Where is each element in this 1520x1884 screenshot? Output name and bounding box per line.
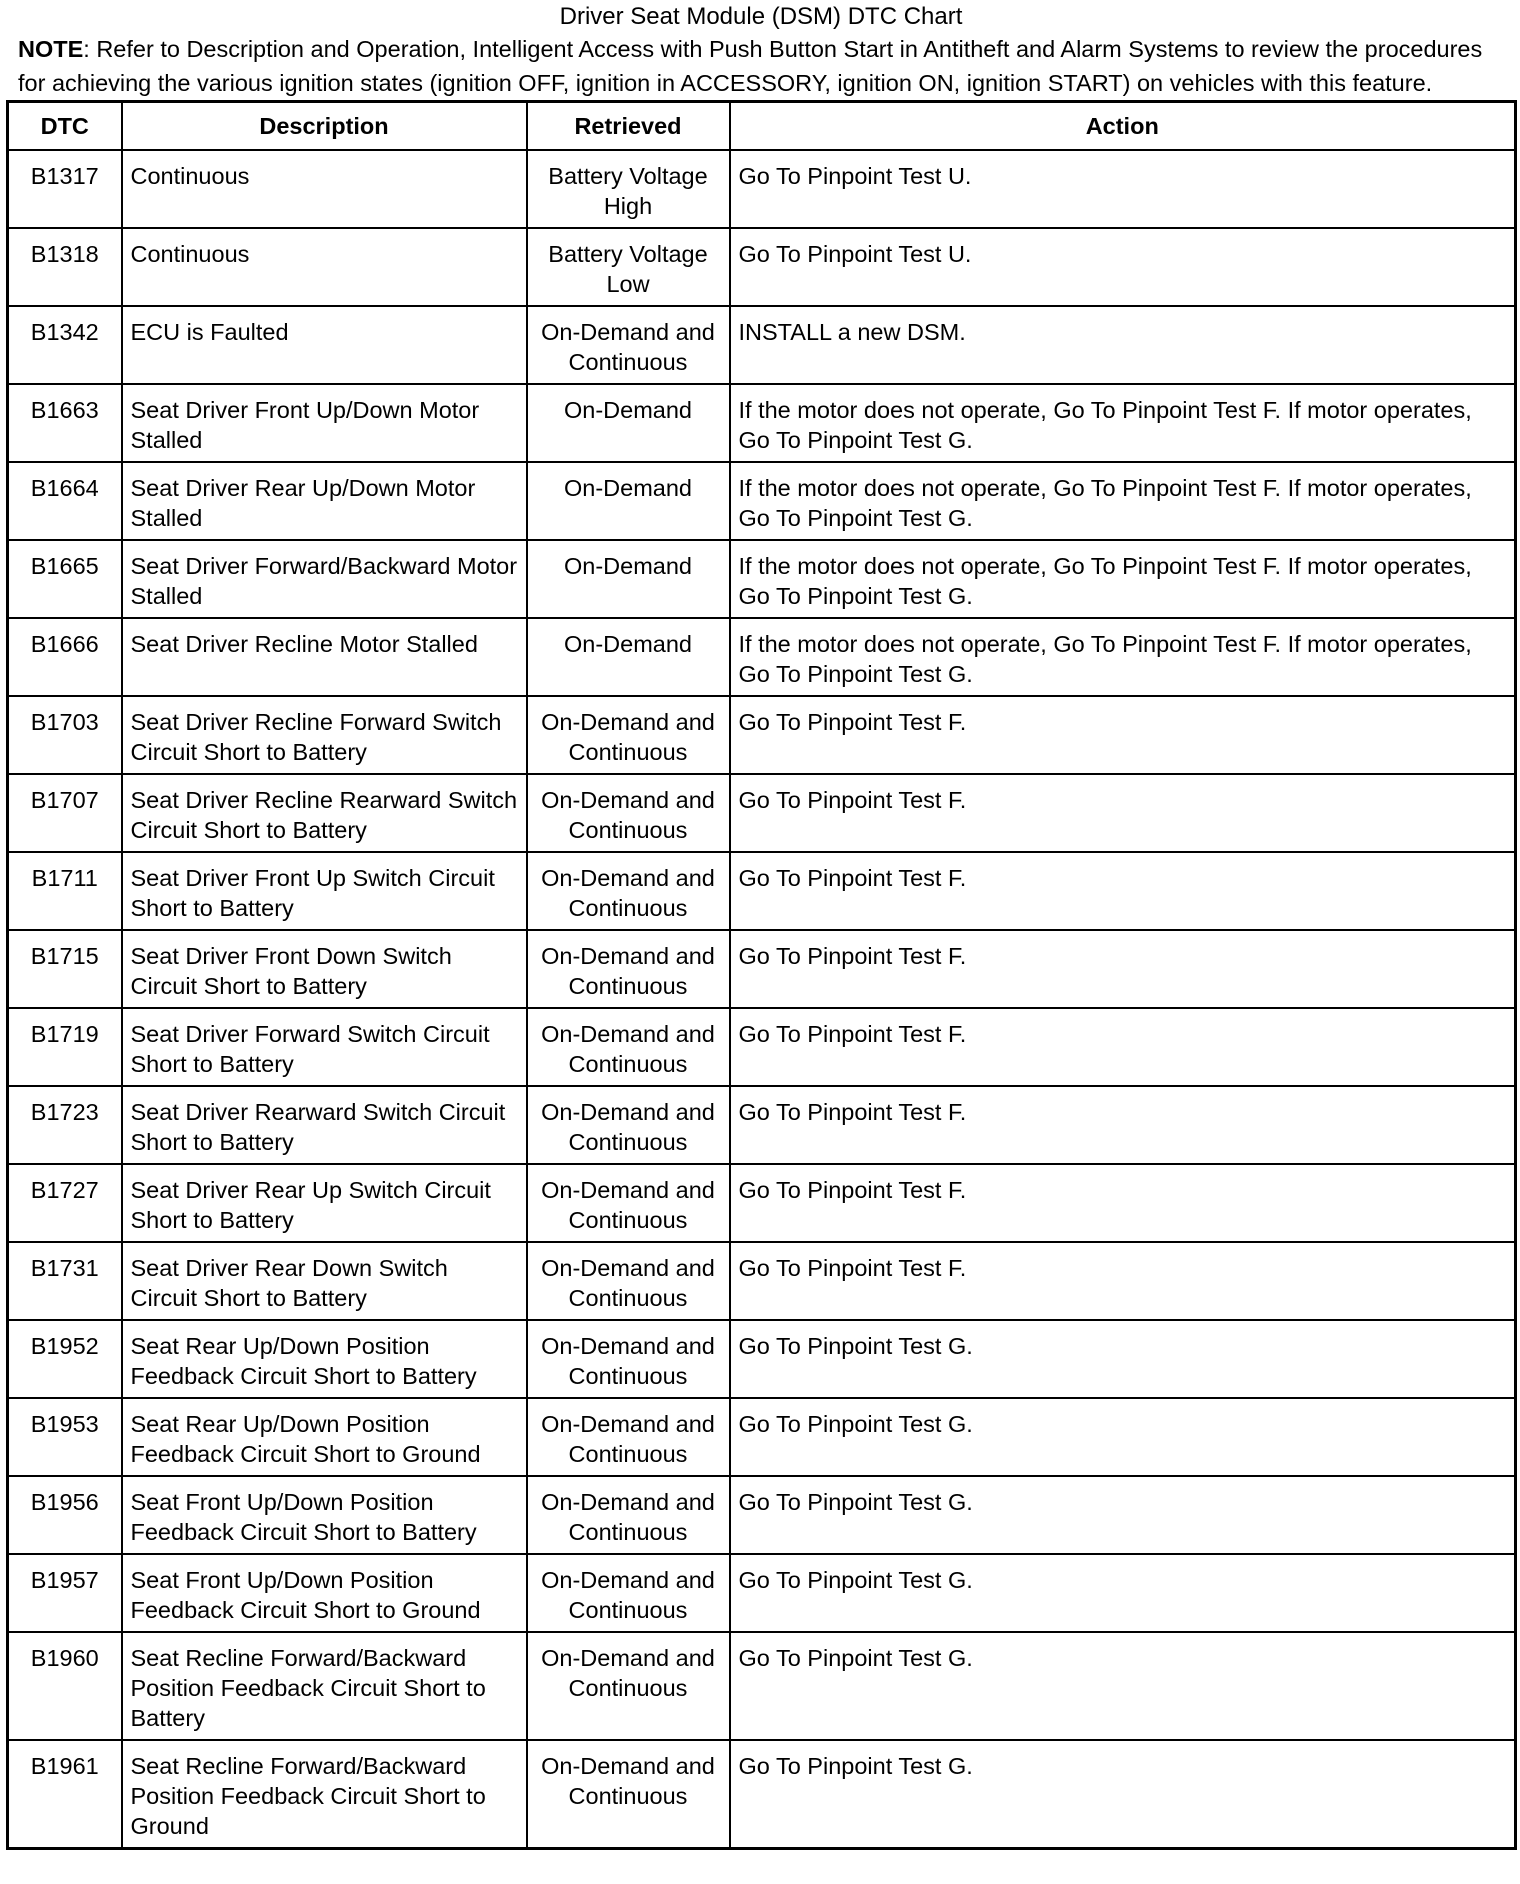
dtc-code-cell: B1664 (8, 462, 122, 540)
dtc-code-cell: B1711 (8, 852, 122, 930)
retrieved-cell: On-Demand and Continuous (527, 1086, 730, 1164)
header-dtc: DTC (8, 102, 122, 151)
action-cell: Go To Pinpoint Test U. (730, 150, 1516, 228)
action-cell: Go To Pinpoint Test G. (730, 1740, 1516, 1848)
dtc-code-cell: B1953 (8, 1398, 122, 1476)
dtc-code-cell: B1318 (8, 228, 122, 306)
table-row (8, 462, 1516, 540)
retrieved-cell: On-Demand (527, 384, 730, 462)
action-cell: Go To Pinpoint Test G. (730, 1632, 1516, 1740)
table-row (8, 1554, 1516, 1632)
description-cell: Seat Driver Rearward Switch Circuit Short to Battery (122, 1086, 527, 1164)
dtc-code-cell: B1723 (8, 1086, 122, 1164)
dtc-code-cell: B1956 (8, 1476, 122, 1554)
action-cell: If the motor does not operate, Go To Pinpoint Test F. If motor operates, Go To Pinpoint Test G. (730, 540, 1516, 618)
description-cell: Seat Rear Up/Down Position Feedback Circuit Short to Ground (122, 1398, 527, 1476)
action-cell: Go To Pinpoint Test F. (730, 930, 1516, 1008)
table-row (8, 228, 1516, 306)
action-cell: Go To Pinpoint Test F. (730, 852, 1516, 930)
description-cell: Seat Driver Front Down Switch Circuit Short to Battery (122, 930, 527, 1008)
action-cell: If the motor does not operate, Go To Pinpoint Test F. If motor operates, Go To Pinpoint Test G. (730, 384, 1516, 462)
action-cell: Go To Pinpoint Test F. (730, 1008, 1516, 1086)
retrieved-cell: On-Demand (527, 462, 730, 540)
table-row (8, 540, 1516, 618)
dtc-code-cell: B1957 (8, 1554, 122, 1632)
dtc-code-cell: B1961 (8, 1740, 122, 1848)
table-row (8, 306, 1516, 384)
dtc-code-cell: B1666 (8, 618, 122, 696)
table-row (8, 1476, 1516, 1554)
description-cell: Continuous (122, 228, 527, 306)
retrieved-cell: On-Demand and Continuous (527, 1008, 730, 1086)
page-title: Driver Seat Module (DSM) DTC Chart (559, 3, 963, 30)
table-row (8, 930, 1516, 1008)
action-cell: Go To Pinpoint Test F. (730, 696, 1516, 774)
action-cell: Go To Pinpoint Test F. (730, 1164, 1516, 1242)
description-cell: Seat Driver Forward/Backward Motor Stalled (122, 540, 527, 618)
description-cell: Seat Driver Rear Up Switch Circuit Short to Battery (122, 1164, 527, 1242)
dtc-code-cell: B1342 (8, 306, 122, 384)
dtc-code-cell: B1960 (8, 1632, 122, 1740)
retrieved-cell: Battery Voltage Low (527, 228, 730, 306)
retrieved-cell: On-Demand and Continuous (527, 306, 730, 384)
description-cell: ECU is Faulted (122, 306, 527, 384)
retrieved-cell: On-Demand and Continuous (527, 1740, 730, 1848)
header-action: Action (730, 102, 1516, 151)
header-retrieved: Retrieved (527, 102, 730, 151)
action-cell: Go To Pinpoint Test G. (730, 1554, 1516, 1632)
dtc-code-cell: B1715 (8, 930, 122, 1008)
description-cell: Seat Driver Front Up Switch Circuit Short to Battery (122, 852, 527, 930)
retrieved-cell: On-Demand and Continuous (527, 1398, 730, 1476)
dtc-code-cell: B1952 (8, 1320, 122, 1398)
retrieved-cell: On-Demand and Continuous (527, 1320, 730, 1398)
action-cell: Go To Pinpoint Test G. (730, 1320, 1516, 1398)
description-cell: Seat Driver Forward Switch Circuit Short to Battery (122, 1008, 527, 1086)
header-description: Description (122, 102, 527, 151)
retrieved-cell: On-Demand (527, 618, 730, 696)
table-row (8, 852, 1516, 930)
note-label: NOTE (18, 36, 84, 62)
dtc-code-cell: B1665 (8, 540, 122, 618)
description-cell: Seat Driver Rear Down Switch Circuit Short to Battery (122, 1242, 527, 1320)
description-cell: Seat Driver Recline Rearward Switch Circuit Short to Battery (122, 774, 527, 852)
table-row (8, 1242, 1516, 1320)
table-row (8, 1632, 1516, 1740)
table-row (8, 1008, 1516, 1086)
table-row (8, 774, 1516, 852)
dtc-table (6, 100, 1517, 1850)
table-row (8, 1398, 1516, 1476)
action-cell: Go To Pinpoint Test F. (730, 1242, 1516, 1320)
table-row (8, 150, 1516, 228)
dtc-code-cell: B1719 (8, 1008, 122, 1086)
dtc-code-cell: B1707 (8, 774, 122, 852)
retrieved-cell: On-Demand and Continuous (527, 852, 730, 930)
retrieved-cell: On-Demand and Continuous (527, 774, 730, 852)
retrieved-cell: On-Demand and Continuous (527, 1164, 730, 1242)
description-cell: Seat Recline Forward/Backward Position Feedback Circuit Short to Ground (122, 1740, 527, 1848)
table-header-row (8, 102, 1516, 151)
description-cell: Seat Driver Front Up/Down Motor Stalled (122, 384, 527, 462)
retrieved-cell: On-Demand and Continuous (527, 930, 730, 1008)
description-cell: Seat Rear Up/Down Position Feedback Circuit Short to Battery (122, 1320, 527, 1398)
dtc-code-cell: B1727 (8, 1164, 122, 1242)
action-cell: If the motor does not operate, Go To Pinpoint Test F. If motor operates, Go To Pinpoint Test G. (730, 462, 1516, 540)
note-text: : Refer to Description and Operation, Intelligent Access with Push Button Start in Antitheft and Alarm Systems to review the procedures for achieving the various ignition states (ignition OFF, ignition in ACCESSORY, ignition ON, ignition START) on vehicles with this feature. (18, 36, 1483, 96)
action-cell: Go To Pinpoint Test G. (730, 1476, 1516, 1554)
retrieved-cell: On-Demand (527, 540, 730, 618)
retrieved-cell: On-Demand and Continuous (527, 1476, 730, 1554)
dtc-code-cell: B1317 (8, 150, 122, 228)
dtc-code-cell: B1731 (8, 1242, 122, 1320)
description-cell: Seat Driver Recline Forward Switch Circuit Short to Battery (122, 696, 527, 774)
table-row (8, 1320, 1516, 1398)
action-cell: Go To Pinpoint Test U. (730, 228, 1516, 306)
description-cell: Seat Recline Forward/Backward Position Feedback Circuit Short to Battery (122, 1632, 527, 1740)
table-row (8, 1164, 1516, 1242)
dtc-code-cell: B1703 (8, 696, 122, 774)
table-row (8, 1086, 1516, 1164)
retrieved-cell: On-Demand and Continuous (527, 696, 730, 774)
action-cell: If the motor does not operate, Go To Pinpoint Test F. If motor operates, Go To Pinpoint Test G. (730, 618, 1516, 696)
retrieved-cell: On-Demand and Continuous (527, 1632, 730, 1740)
description-cell: Seat Driver Recline Motor Stalled (122, 618, 527, 696)
retrieved-cell: On-Demand and Continuous (527, 1554, 730, 1632)
table-body (8, 150, 1516, 1848)
action-cell: Go To Pinpoint Test G. (730, 1398, 1516, 1476)
table-row (8, 696, 1516, 774)
table-row (8, 1740, 1516, 1848)
description-cell: Seat Front Up/Down Position Feedback Circuit Short to Battery (122, 1476, 527, 1554)
description-cell: Seat Front Up/Down Position Feedback Circuit Short to Ground (122, 1554, 527, 1632)
note-paragraph (18, 32, 1513, 100)
description-cell: Seat Driver Rear Up/Down Motor Stalled (122, 462, 527, 540)
description-cell: Continuous (122, 150, 527, 228)
table-row (8, 618, 1516, 696)
table-row (8, 384, 1516, 462)
dtc-code-cell: B1663 (8, 384, 122, 462)
action-cell: Go To Pinpoint Test F. (730, 1086, 1516, 1164)
action-cell: Go To Pinpoint Test F. (730, 774, 1516, 852)
retrieved-cell: Battery Voltage High (527, 150, 730, 228)
action-cell: INSTALL a new DSM. (730, 306, 1516, 384)
retrieved-cell: On-Demand and Continuous (527, 1242, 730, 1320)
